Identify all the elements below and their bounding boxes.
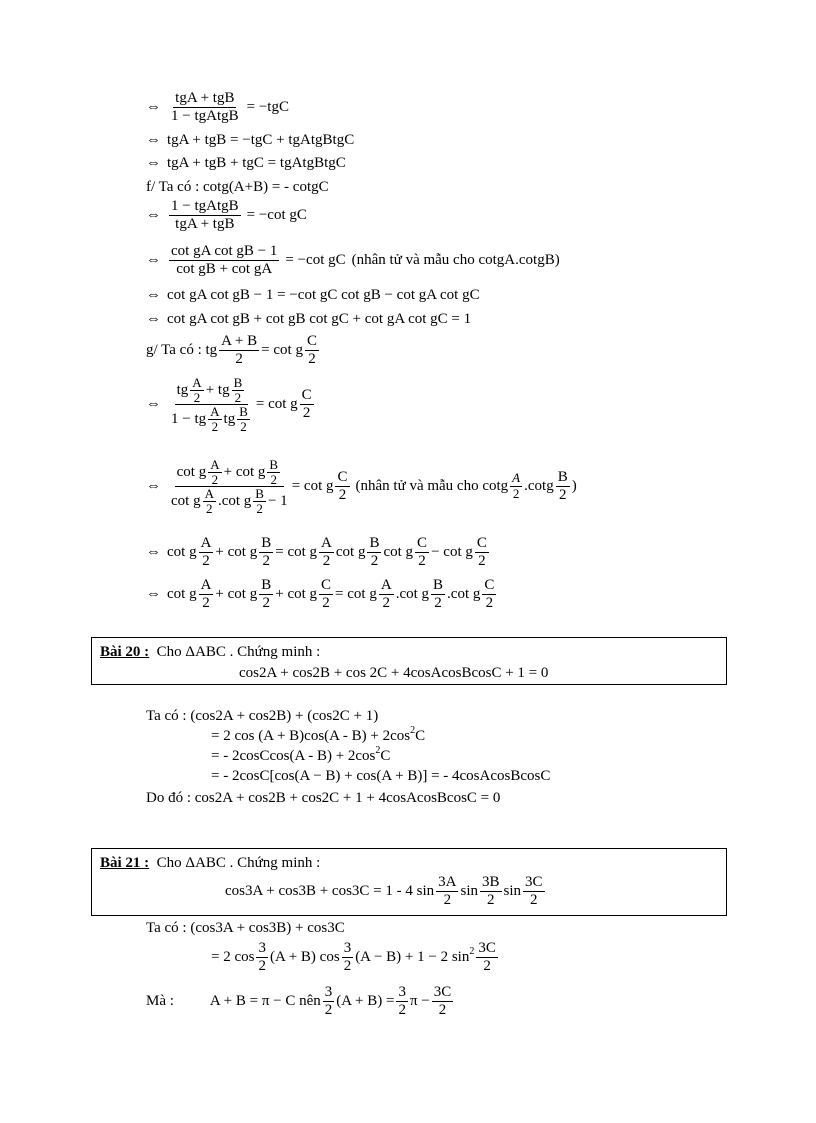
eq-line: ⇔ 1 − tgAtgB tgA + tgB = −cot gC [146,198,307,233]
problem-statement: cos2A + cos2B + cos 2C + 4cosAcosBcosC + 1 = 0 [239,665,549,681]
problem-label: Bài 21 : [100,855,150,871]
solution-line: Ta có : (cos3A + cos3B) + cos3C [146,920,345,936]
problem-box-21: Bài 21 : Cho ΔABC . Chứng minh : cos3A + cos3B + cos3C = 1 - 4 sin 3A 2 sin 3B 2 sin 3C 2 [91,848,727,916]
section-heading: g/ Ta có : tg $\frac{A + B}{2}$ = cot g C 2 [146,333,317,368]
fraction: tgA + tgB 1 − tgAtgB [171,90,239,125]
solution-line: = 2 cos (A + B)cos(A - B) + 2cos 2 C [211,724,426,744]
eq-line: ⇔ cot g A 2 + cot g B 2 + cot g $\frac{C}{2}$ = cot g A 2 . cot g B 2 . cot g C 2 [146,577,495,612]
eq-line: ⇔ cot g A 2 + cot g $\frac{B}{2}$ = cot g A 2 cot g B 2 cot g C 2 − cot g C 2 [146,535,487,570]
eq-line: ⇔ cot g A 2 + cot g B 2 cot g A 2 . cot g B 2 − 1 = cot g C 2 (nhân tử và mẫu cho cotg A 2 .cotg B 2 ) [146,457,577,516]
eq-line: ⇔ cot gA cot gB − 1 = −cot gC cot gB − cot gA cot gC [146,287,480,303]
iff-symbol: ⇔ [146,99,161,116]
solution-line: Ta có : (cos2A + cos2B) + (cos2C + 1) [146,708,379,724]
problem-box-20: Bài 20 : Cho ΔABC . Chứng minh : cos2A + cos2B + cos 2C + 4cosAcosBcosC + 1 = 0 [91,637,727,685]
eq-line: ⇔ $\frac{\text{cot gA cot gB − 1}}{\text{cot gB + cot gA}}$ = −cot gC (nhân tử và mẫu cho cotgA.cotgB) [146,243,560,278]
solution-line: = - 2cosCcos(A - B) + 2cos 2 C [211,744,391,764]
eq-line: ⇔ tgA + tgB 1 − tgAtgB = −tgC [146,90,289,125]
section-heading: f/ Ta có : cotg(A+B) = - cotgC [146,179,329,195]
eq-line: ⇔ tg A 2 + tg B 2 1 − tg A 2 tg B 2 = cot g C 2 [146,375,312,434]
solution-line: = - 2cosC[cos(A − B) + cos(A + B)] = - 4cosAcosBcosC [211,768,551,784]
problem-label: Bài 20 : [100,644,150,660]
eq-line: ⇔ cot gA cot gB + cot gB cot gC + cot gA cot gC = 1 [146,311,472,327]
solution-line: Mà : A + B = π − C nên 3 2 (A + B) = $\frac{3}{2}$ π − $\frac{3C}{2}$ [146,984,452,1019]
eq-line: ⇔ tgA + tgB = −tgC + tgAtgBtgC [146,132,355,148]
eq-line: ⇔ tgA + tgB + tgC = tgAtgBtgC [146,155,346,171]
solution-line: = 2 cos 3 2 (A + B) cos 3 2 (A − B) + 1 − 2 sin 2 3C 2 [211,940,496,975]
problem-statement: cos3A + cos3B + cos3C = 1 - 4 sin 3A 2 sin 3B 2 sin 3C 2 [225,874,543,909]
solution-line: Do đó : cos2A + cos2B + cos2C + 1 + 4cosAcosBcosC = 0 [146,790,501,806]
